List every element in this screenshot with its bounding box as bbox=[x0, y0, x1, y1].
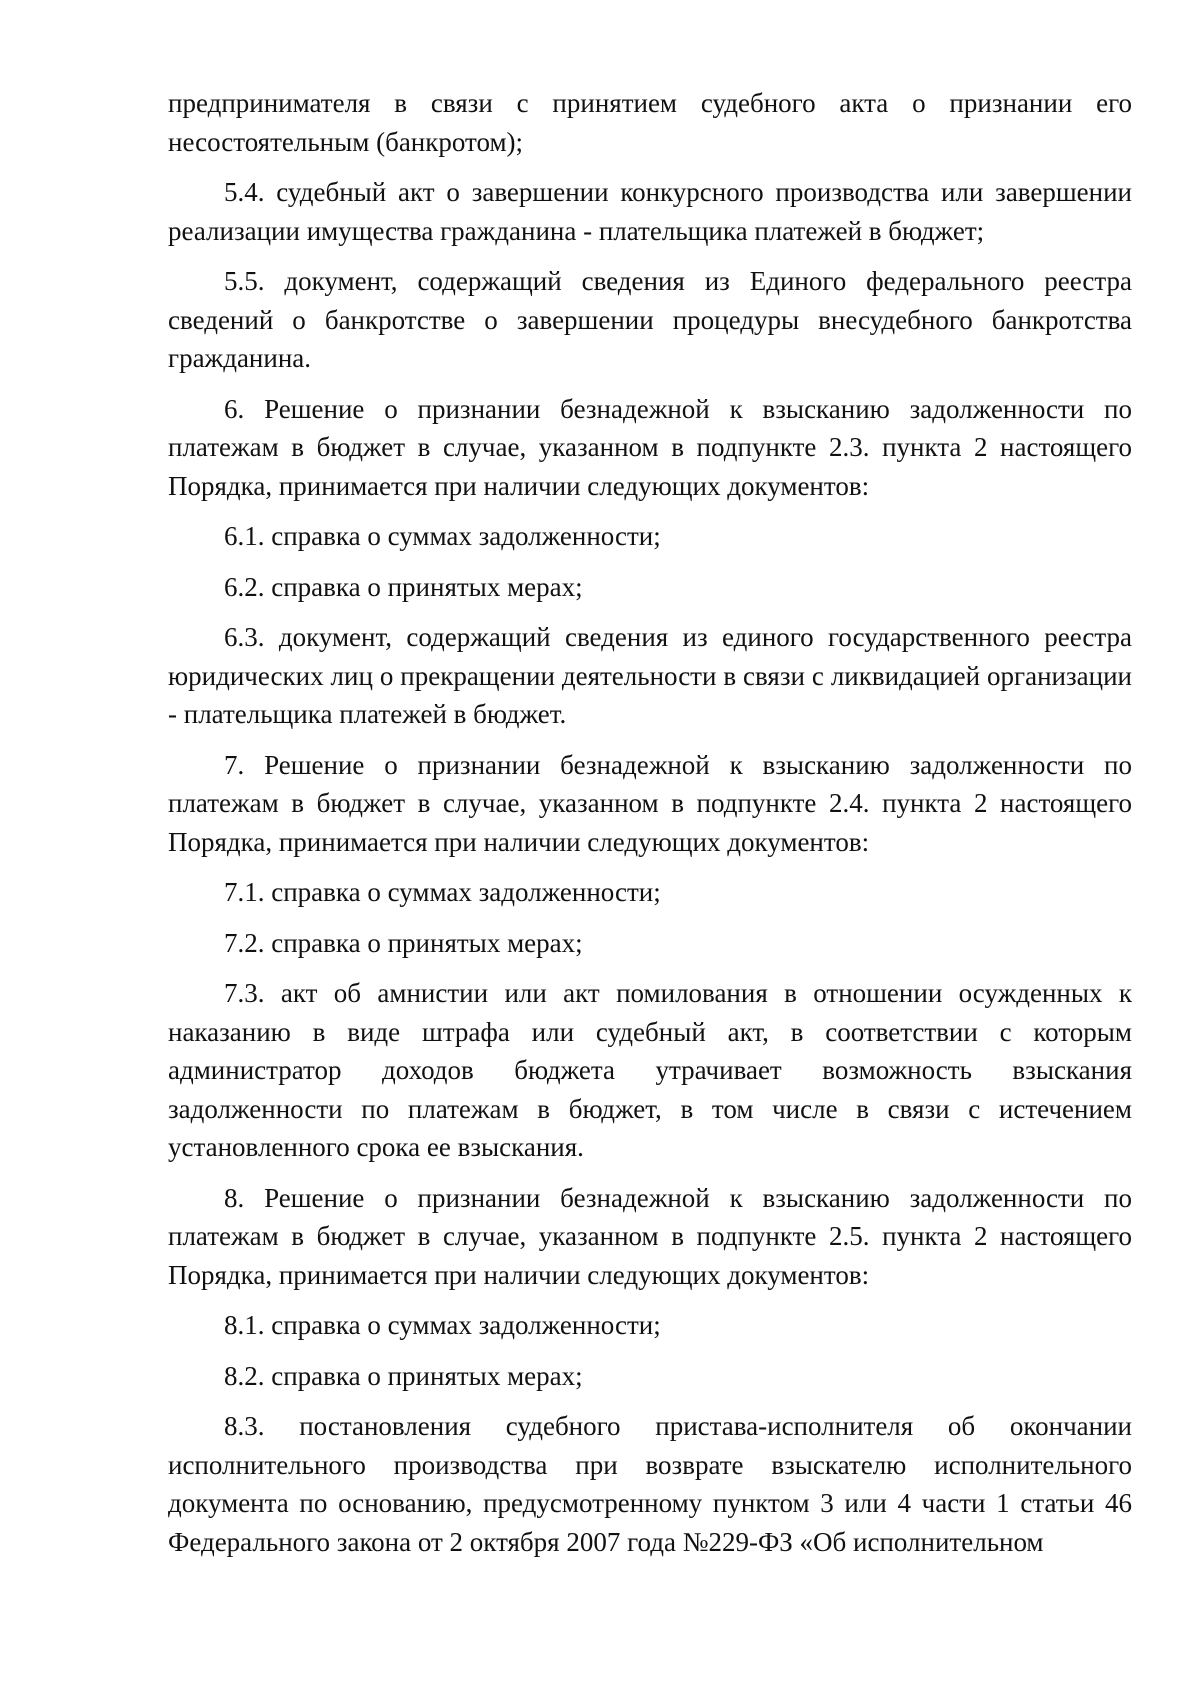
paragraph-8-1: 8.1. справка о суммах задолженности; bbox=[224, 1310, 661, 1340]
paragraph-8-2: 8.2. справка о принятых мерах; bbox=[224, 1360, 583, 1391]
paragraph-7: 7. Решение о признании безнадежной к взысканию задолженности по платежам в бюджет в случае, указанном в подпункте 2.4. пункта 2 настоящего Порядка, принимается при наличии следующих документов: bbox=[168, 749, 1132, 857]
paragraph-7-3: 7.3. акт об амнистии или акт помилования в отношении осужденных к наказанию в виде штрафа или судебный акт, в соответствии с которым администратор доходов бюджета утрачивает возможность взыскания задолженности по платежам в бюджет, в том числе в связи с истечением установленного срока ее взыскания. bbox=[168, 978, 1132, 1162]
paragraph-6-2: 6.2. справка о принятых мерах; bbox=[224, 571, 583, 602]
paragraph-6-1: 6.1. справка о суммах задолженности; bbox=[224, 521, 661, 551]
paragraph-7-1: 7.1. справка о суммах задолженности; bbox=[224, 877, 661, 907]
document-body bbox=[168, 84, 1132, 1573]
paragraph-8: 8. Решение о признании безнадежной к взысканию задолженности по платежам в бюджет в случае, указанном в подпункте 2.5. пункта 2 настоящего Порядка, принимается при наличии следующих документов: bbox=[168, 1182, 1132, 1290]
paragraph-5-5: 5.5. документ, содержащий сведения из Единого федерального реестра сведений о банкротстве о завершении процедуры внесудебного банкротства гражданина. bbox=[168, 266, 1132, 373]
paragraph-8-3: 8.3. постановления судебного пристава-исполнителя об окончании исполнительного производства при возврате взыскателю исполнительного документа по основанию, предусмотренному пунктом 3 или 4 части 1 статьи 46 Федерального закона от 2 октября 2007 года №229-ФЗ «Об исполнительном bbox=[168, 1411, 1132, 1557]
paragraph-7-2: 7.2. справка о принятых мерах; bbox=[224, 927, 583, 958]
paragraph-continuation: предпринимателя в связи с принятием судебного акта о признании его несостоятельным (банкротом); bbox=[168, 88, 1132, 157]
paragraph-6-3: 6.3. документ, содержащий сведения из единого государственного реестра юридических лиц о прекращении деятельности в связи с ликвидацией организации - плательщика платежей в бюджет. bbox=[168, 622, 1132, 729]
paragraph-6: 6. Решение о признании безнадежной к взысканию задолженности по платежам в бюджет в случае, указанном в подпункте 2.3. пункта 2 настоящего Порядка, принимается при наличии следующих документов: bbox=[168, 393, 1132, 501]
paragraph-5-4: 5.4. судебный акт о завершении конкурсного производства или завершении реализации имущества гражданина - плательщика платежей в бюджет; bbox=[168, 177, 1132, 246]
